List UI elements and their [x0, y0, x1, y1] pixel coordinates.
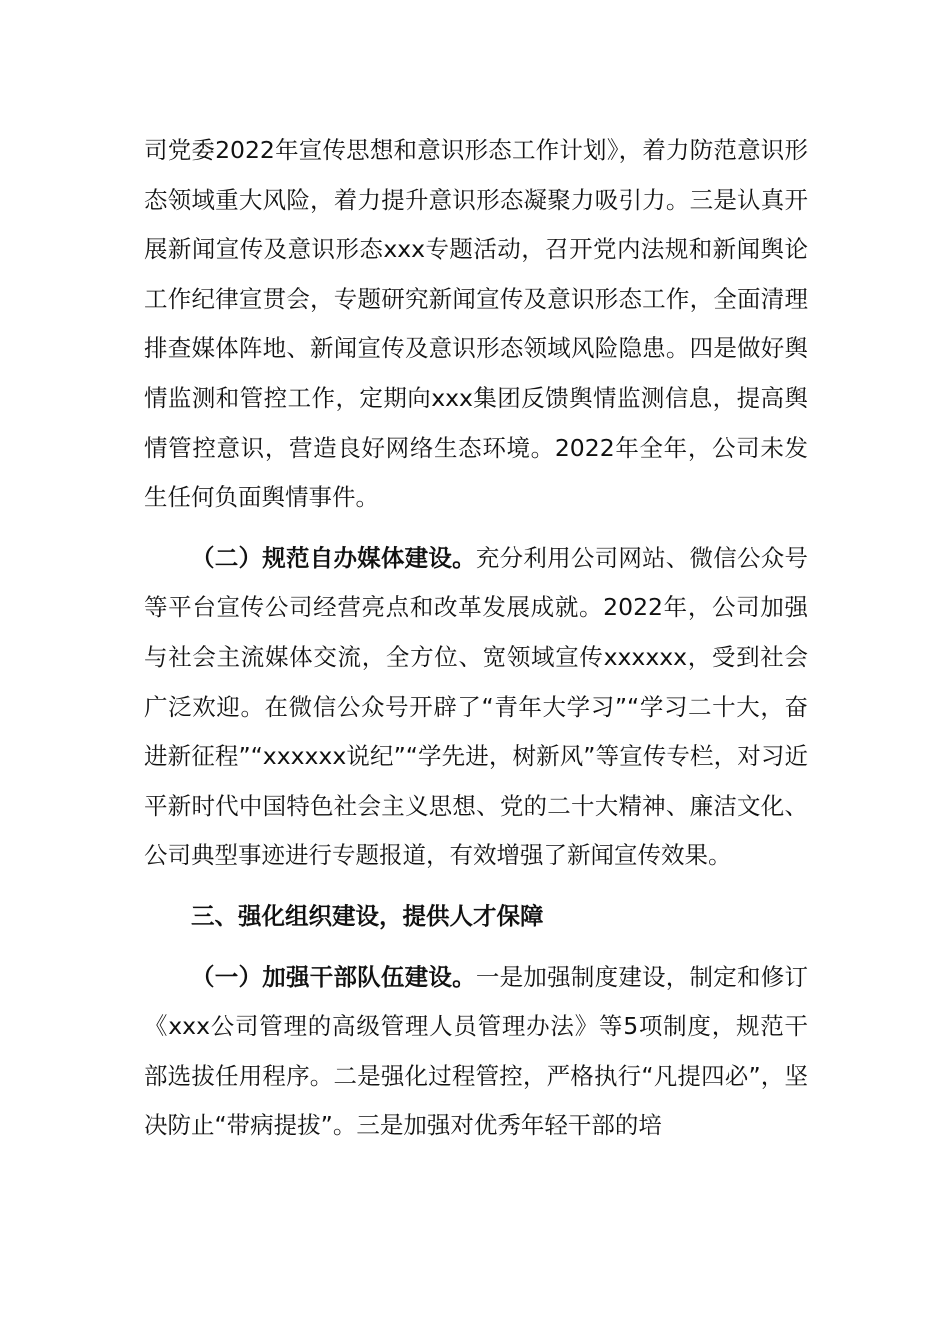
paragraph-text: 充分利用公司网站、微信公众号等平台宣传公司经营亮点和改革发展成就。2022年，公司加强与社会主流媒体交流，全方位、宽领域宣传xxxxxx，受到社会广泛欢迎。在微信公众号开辟了“青年大学习”“学习二十大，奋进新征程”“xxxxxx说纪”“学先进，树新风”等宣传专栏，对习近平新时代中国特色社会主义思想、党的二十大精神、廉洁文化、公司典型事迹进行专题报道，有效增强了新闻宣传效果。	[144, 543, 809, 870]
paragraph-media-work	[144, 126, 808, 523]
paragraph-text: 司党委2022年宣传思想和意识形态工作计划》，着力防范意识形态领域重大风险，着力提升意识形态凝聚力吸引力。三是认真开展新闻宣传及意识形态xxx专题活动，召开党内法规和新闻舆论工作纪律宣贯会，专题研究新闻宣传及意识形态工作，全面清理排查媒体阵地、新闻宣传及意识形态领域风险隐患。四是做好舆情监测和管控工作，定期向xxx集团反馈舆情监测信息，提高舆情管控意识，营造良好网络生态环境。2022年全年，公司未发生任何负面舆情事件。	[144, 136, 808, 512]
paragraph-self-media	[144, 534, 808, 881]
section-heading: 三、强化组织建设，提供人才保障	[191, 901, 544, 930]
paragraph-cadre-team	[144, 953, 808, 1151]
paragraph-gap	[144, 523, 808, 534]
section-lead-bold: （二）规范自办媒体建设。	[191, 543, 476, 572]
paragraph-gap	[144, 942, 808, 953]
paragraph-gap	[144, 881, 808, 892]
section-lead-bold: （一）加强干部队伍建设。	[191, 962, 476, 991]
document-body	[144, 126, 808, 1151]
paragraph-text: 一是加强制度建设，制定和修订《xxx公司管理的高级管理人员管理办法》等5项制度，规范干部选拔任用程序。二是强化过程管控，严格执行“凡提四必”，坚决防止“带病提拔”。三是加强对优秀年轻干部的培	[144, 962, 809, 1140]
